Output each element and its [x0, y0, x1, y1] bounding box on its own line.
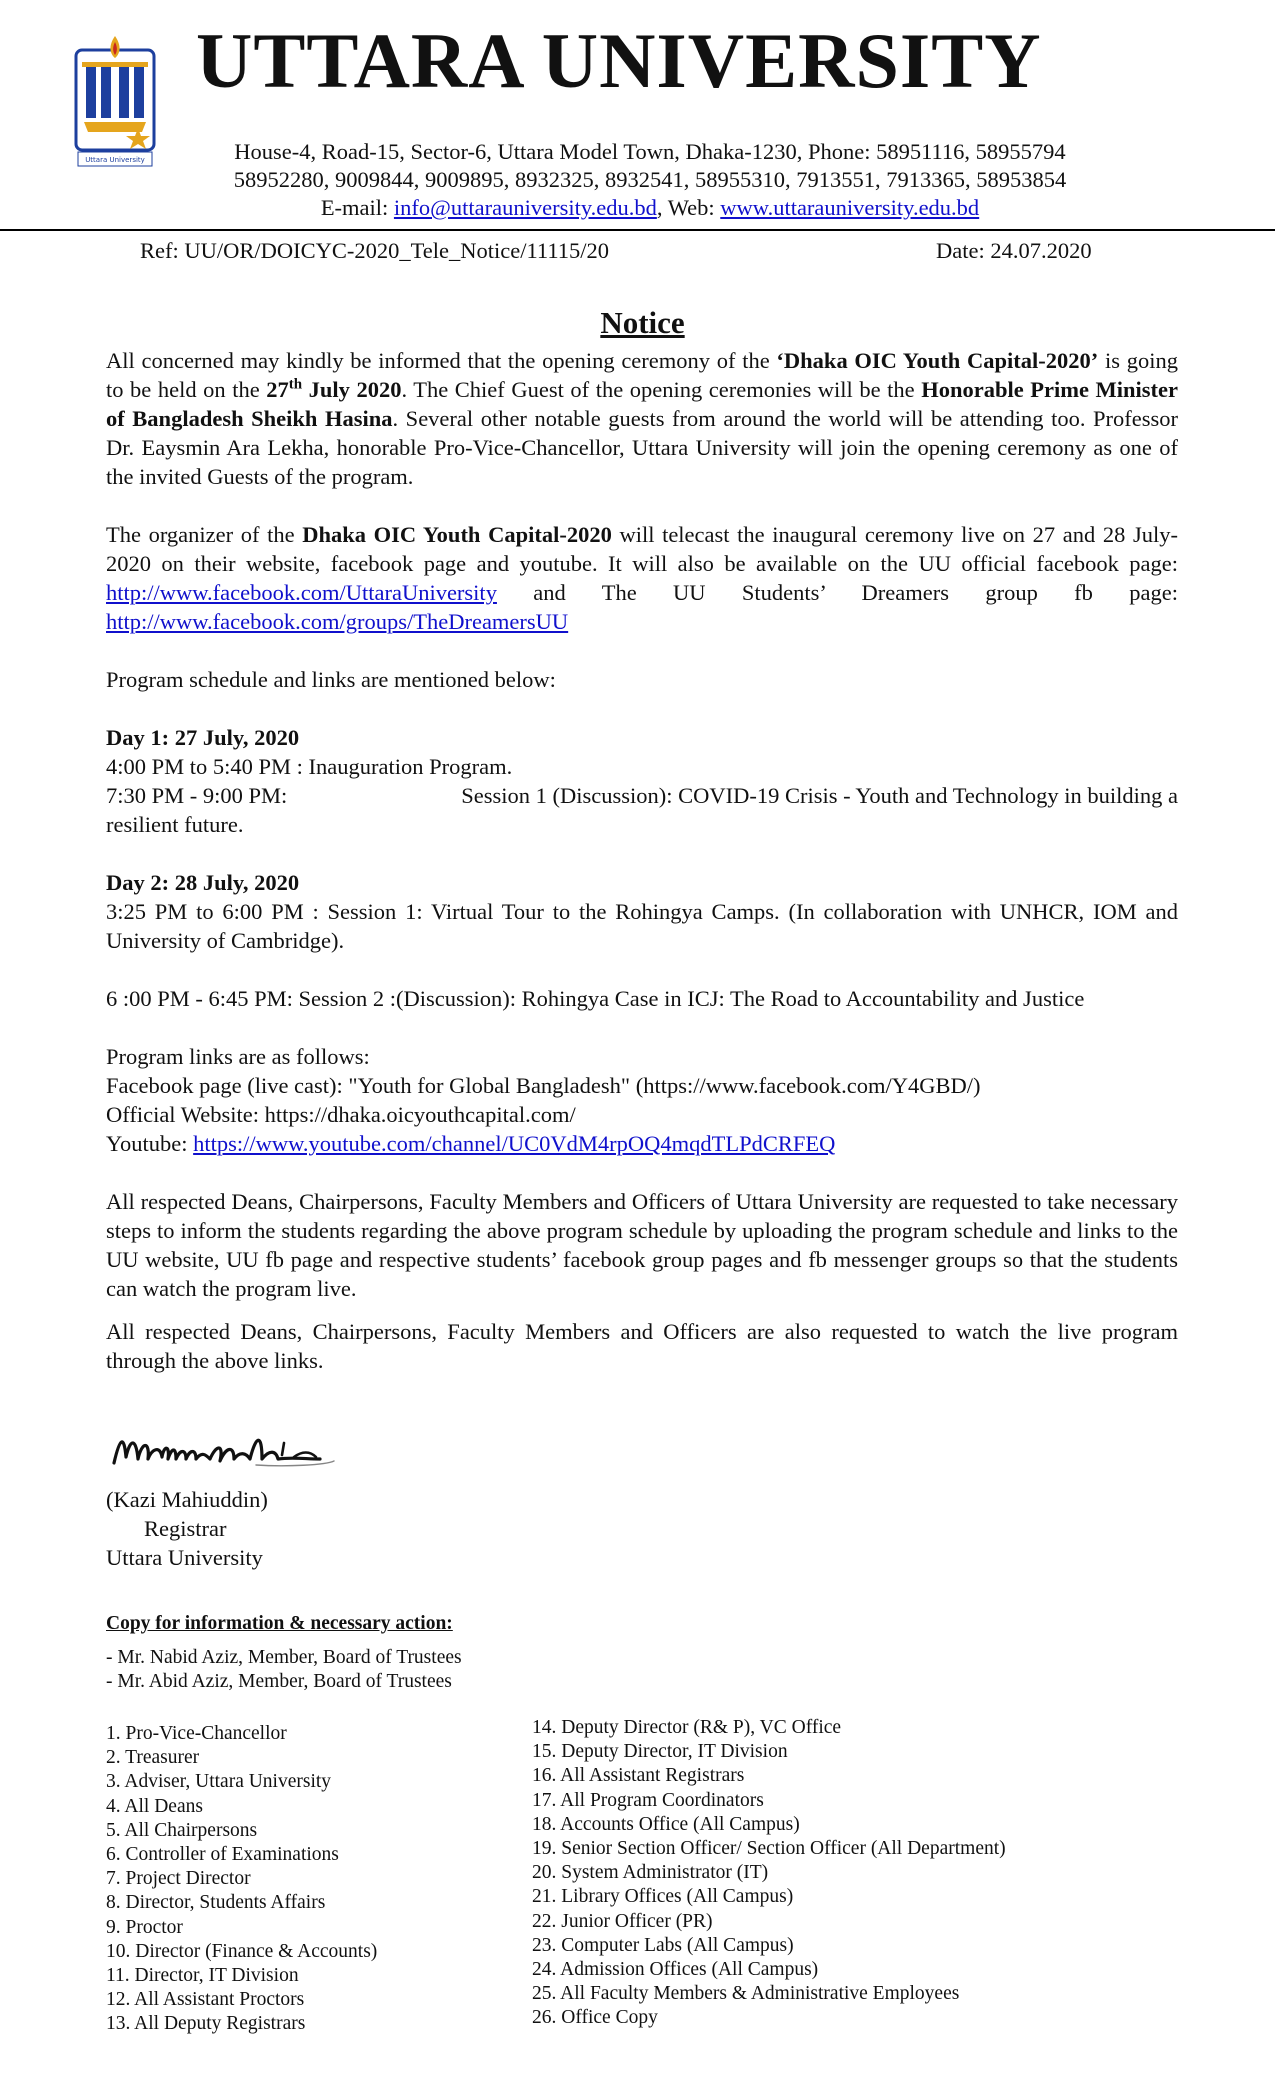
copy-list-item: 7. Project Director — [106, 1868, 251, 1890]
paragraph-telecast: The organizer of the Dhaka OIC Youth Capital-2020 will telecast the inaugural ceremony live on 27 and 28 July-2020 on their website, facebook page and youtube. It will also be available on the UU official facebook page: http://www.facebook.com/UttaraUniversity and The UU Students’ Dreamers group fb page: http://www.facebook.com/groups/TheDreamersUU — [106, 522, 1178, 634]
copy-list-item: 13. All Deputy Registrars — [106, 2013, 306, 2035]
paragraph-opening-ceremony: All concerned may kindly be informed that the opening ceremony of the ‘Dhaka OIC Youth Capital-2020’ is going to be held on the 27th July 2020. The Chief Guest of the opening ceremonies will be the Honorable Prime Minister of Bangladesh Sheikh Hasina. Several other notable guests from around the world will be attending too. Professor Dr. Eaysmin Ara Lekha, honorable Pro-Vice-Chancellor, Uttara University will join the opening ceremony as one of the invited Guests of the program. — [106, 348, 1178, 489]
copy-list-item: 1. Pro-Vice-Chancellor — [106, 1723, 287, 1744]
day2-line2: 6 :00 PM - 6:45 PM: Session 2 :(Discussion): Rohingya Case in ICJ: The Road to Accountability and Justice — [106, 986, 1085, 1011]
uu-facebook-link[interactable]: http://www.facebook.com/UttaraUniversity — [106, 580, 497, 605]
address-line-2: 58952280, 9009844, 9009895, 8932325, 8932541, 58955310, 7913551, 7913365, 58953854 — [233, 167, 1067, 192]
paragraph-request: All respected Deans, Chairpersons, Faculty Members and Officers of Uttara University are requested to take necessary steps to inform the students regarding the above program schedule by uploading the program schedule and links to the UU website, UU fb page and respective students’ facebook group pages and fb messenger groups so that the students can watch the program live. — [106, 1189, 1178, 1301]
signatory-name: (Kazi Mahiuddin) — [106, 1487, 268, 1512]
copy-list-item: 22. Junior Officer (PR) — [532, 1910, 713, 1932]
email-link[interactable]: info@uttarauniversity.edu.bd — [393, 195, 657, 220]
copy-list-item: 18. Accounts Office (All Campus) — [532, 1813, 800, 1835]
dreamers-group-link[interactable]: http://www.facebook.com/groups/TheDreamersUU — [106, 609, 569, 634]
copy-list-item: 17. All Program Coordinators — [532, 1789, 764, 1811]
official-website-line: Official Website: https://dhaka.oicyouthcapital.com/ — [106, 1102, 576, 1127]
youtube-link[interactable]: https://www.youtube.com/channel/UC0VdM4rpOQ4mqdTLPdCRFEQ — [193, 1131, 836, 1156]
paragraph-watch: All respected Deans, Chairpersons, Faculty Members and Officers are also requested to watch the live program through the above links. — [106, 1319, 1178, 1373]
copy-list-item: 14. Deputy Director (R& P), VC Office — [532, 1717, 842, 1738]
copy-list-column-2 — [532, 1716, 1172, 2031]
address-line-1: House-4, Road-15, Sector-6, Uttara Model Town, Dhaka-1230, Phone: 58951116, 58955794 — [234, 139, 1066, 164]
copy-list-item: 9. Proctor — [106, 1916, 183, 1938]
copy-list-item: 16. All Assistant Registrars — [532, 1765, 745, 1787]
web-label: , Web: — [656, 195, 721, 220]
signature — [106, 1415, 1178, 1477]
day1-title: Day 1: 27 July, 2020 — [106, 725, 300, 750]
copy-list-item: 6. Controller of Examinations — [106, 1844, 339, 1866]
trustee-item: - Mr. Nabid Aziz, Member, Board of Trustees — [106, 1647, 462, 1668]
day1-line1: 4:00 PM to 5:40 PM : Inauguration Program. — [106, 754, 513, 779]
copy-list-item: 8. Director, Students Affairs — [106, 1892, 326, 1914]
copy-list-item: 10. Director (Finance & Accounts) — [106, 1940, 378, 1962]
copy-list-item: 12. All Assistant Proctors — [106, 1989, 305, 2011]
reference-number: Ref: UU/OR/DOICYC-2020_Tele_Notice/11115/20 — [140, 238, 609, 263]
copy-list-item: 15. Deputy Director, IT Division — [532, 1741, 788, 1763]
signature-image — [106, 1415, 406, 1477]
website-link[interactable]: www.uttarauniversity.edu.bd — [720, 195, 980, 220]
header-divider — [0, 229, 1275, 231]
copy-list-column-1 — [106, 1722, 506, 2037]
signatory-org: Uttara University — [106, 1545, 263, 1570]
copy-list-item: 20. System Administrator (IT) — [532, 1862, 769, 1884]
copy-list-item: 11. Director, IT Division — [106, 1965, 299, 1987]
day1-line2: 7:30 PM - 9:00 PM: Session 1 (Discussion): COVID-19 Crisis - Youth and Technology in building a — [106, 783, 1178, 808]
youtube-line: Youtube: https://www.youtube.com/channel/UC0VdM4rpOQ4mqdTLPdCRFEQ — [106, 1131, 836, 1156]
copy-list-item: 24. Admission Offices (All Campus) — [532, 1959, 819, 1981]
day2-line1: 3:25 PM to 6:00 PM : Session 1: Virtual Tour to the Rohingya Camps. (In collaboration with UNHCR, IOM and University of Cambridge). — [106, 899, 1178, 953]
copy-list-item: 25. All Faculty Members & Administrative Employees — [532, 1983, 960, 2005]
links-intro: Program links are as follows: — [106, 1044, 370, 1069]
logo-caption: Uttara University — [85, 156, 145, 164]
copy-list-item: 26. Office Copy — [532, 2007, 658, 2029]
day1-line2-cont: resilient future. — [106, 812, 244, 837]
notice-heading: Notice — [600, 305, 685, 340]
trustee-list — [106, 1646, 1186, 1694]
copy-list-item: 3. Adviser, Uttara University — [106, 1771, 332, 1793]
copy-list-item: 2. Treasurer — [106, 1747, 200, 1769]
copy-distribution — [106, 1612, 1186, 2035]
copy-list-item: 19. Senior Section Officer/ Section Officer (All Department) — [532, 1838, 1006, 1860]
notice-date: Date: 24.07.2020 — [936, 238, 1092, 263]
day2-title: Day 2: 28 July, 2020 — [106, 870, 300, 895]
university-name: UTTARA UNIVERSITY — [196, 17, 1042, 104]
copy-heading: Copy for information & necessary action: — [106, 1613, 453, 1634]
schedule-intro: Program schedule and links are mentioned below: — [106, 667, 556, 692]
copy-list-item: 5. All Chairpersons — [106, 1819, 258, 1841]
trustee-item: - Mr. Abid Aziz, Member, Board of Trustees — [106, 1671, 452, 1692]
notice-body — [106, 346, 1178, 1572]
email-label: E-mail: — [320, 195, 394, 220]
copy-list-item: 21. Library Offices (All Campus) — [532, 1886, 794, 1908]
contact-line — [150, 194, 1150, 222]
university-logo — [72, 32, 158, 172]
signatory-title: Registrar — [144, 1516, 227, 1541]
copy-list-item: 23. Computer Labs (All Campus) — [532, 1934, 794, 1956]
copy-list-item: 4. All Deans — [106, 1795, 203, 1817]
facebook-live-link: Facebook page (live cast): "Youth for Global Bangladesh" (https://www.facebook.com/Y4GBD/) — [106, 1073, 981, 1098]
